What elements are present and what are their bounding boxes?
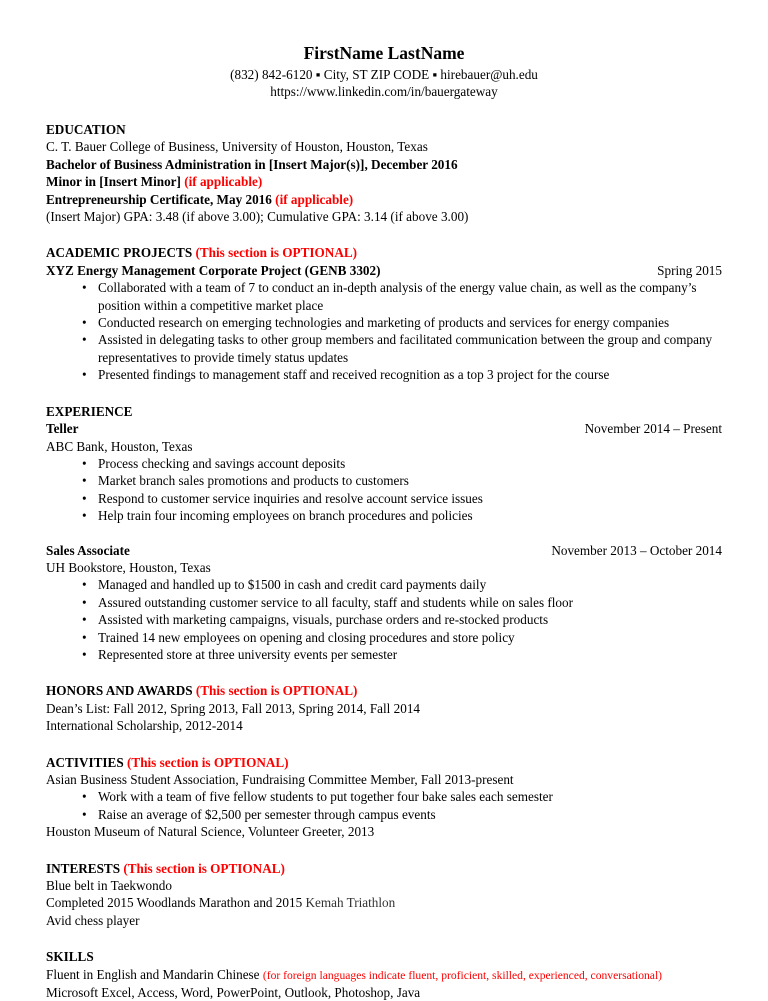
linkedin-url: https://www.linkedin.com/in/bauergateway [270, 84, 498, 99]
skills-section [46, 948, 722, 1001]
honors-section [46, 682, 722, 734]
interests-title: INTERESTS [46, 860, 121, 876]
list-item: • Managed and handled up to $1500 in cash and credit card payments daily [98, 576, 722, 593]
list-item: • Assisted with marketing campaigns, visuals, purchase orders and re-stocked products [98, 611, 722, 628]
list-item: • Market branch sales promotions and products to customers [98, 472, 722, 489]
activities-heading [46, 754, 722, 771]
candidate-name: FirstName LastName [303, 43, 465, 63]
job-row-sales-associate [46, 542, 722, 559]
education-title: EDUCATION [46, 122, 126, 137]
interests-section [46, 860, 722, 930]
job-employer: ABC Bank, Houston, Texas [46, 438, 193, 454]
job-employer: UH Bookstore, Houston, Texas [46, 559, 211, 575]
activity-org: Houston Museum of Natural Science, Volunteer Greeter, 2013 [46, 824, 375, 840]
activities-section [46, 754, 722, 841]
projects-heading [46, 244, 722, 261]
job-title: Sales Associate [46, 542, 130, 558]
honors-line: International Scholarship, 2012-2014 [46, 718, 243, 734]
job-dates: November 2013 – October 2014 [551, 542, 722, 558]
job-dates: November 2014 – Present [584, 421, 722, 437]
list-item: • Respond to customer service inquiries and resolve account service issues [98, 490, 722, 507]
job-bullets [46, 455, 722, 525]
list-item: • Represented store at three university events per semester [98, 646, 722, 663]
list-item: • Help train four incoming employees on branch procedures and policies [98, 507, 722, 524]
interests-heading [46, 860, 722, 877]
education-section [46, 121, 722, 225]
list-item: • Assisted in delegating tasks to other group members and facilitated communication between the group and company representatives to provide timely status updates [98, 331, 722, 366]
skills-languages-note: (for foreign languages indicate fluent, proficient, skilled, experienced, conversational) [262, 968, 663, 982]
education-minor: Minor in [Insert Minor] [46, 174, 181, 190]
education-minor-note: (if applicable) [184, 174, 263, 190]
honors-line: Dean’s List: Fall 2012, Spring 2013, Fall 2013, Spring 2014, Fall 2014 [46, 700, 421, 716]
list-item: • Presented findings to management staff and received recognition as a top 3 project for the course [98, 366, 722, 383]
education-minor-line [46, 173, 722, 190]
projects-optional-note: (This section is OPTIONAL) [195, 245, 358, 261]
list-item: • Raise an average of $2,500 per semester through campus events [98, 806, 722, 823]
skills-software: Microsoft Excel, Access, Word, PowerPoint, Outlook, Photoshop, Java [46, 985, 421, 1001]
activities-title: ACTIVITIES [46, 754, 124, 770]
job-row-teller [46, 420, 722, 437]
list-item: • Trained 14 new employees on opening and closing procedures and store policy [98, 629, 722, 646]
activities-optional-note: (This section is OPTIONAL) [127, 754, 289, 770]
job-bullets [46, 576, 722, 663]
projects-section [46, 244, 722, 383]
skills-languages-line [46, 966, 722, 984]
spacer [46, 525, 722, 542]
activity-bullets [46, 788, 722, 823]
list-item: • Work with a team of five fellow students to put together four bake sales each semester [98, 788, 722, 805]
projects-title: ACADEMIC PROJECTS [46, 245, 193, 261]
honors-title: HONORS AND AWARDS [46, 683, 193, 699]
education-gpa: (Insert Major) GPA: 3.48 (if above 3.00); Cumulative GPA: 3.14 (if above 3.00) [46, 209, 469, 225]
interest-text-gray: Kemah Triathlon [305, 895, 396, 911]
job-title: Teller [46, 421, 79, 437]
contact-line: (832) 842-6120 ▪ City, ST ZIP CODE ▪ hirebauer@uh.edu [230, 67, 538, 82]
interest-line: Blue belt in Taekwondo [46, 878, 172, 894]
interest-text: Completed 2015 Woodlands Marathon and 2015 [46, 895, 303, 911]
list-item: • Collaborated with a team of 7 to conduct an in-depth analysis of the energy value chain, as well as the company’s position within a competitive market place [98, 279, 722, 314]
education-certificate-note: (if applicable) [275, 191, 354, 207]
education-certificate-line [46, 191, 722, 208]
honors-heading [46, 682, 722, 699]
project-name: XYZ Energy Management Corporate Project (GENB 3302) [46, 262, 381, 278]
education-degree: Bachelor of Business Administration in [Insert Major(s)], December 2016 [46, 156, 458, 172]
skills-title: SKILLS [46, 949, 94, 965]
project-row [46, 262, 722, 279]
education-certificate: Entrepreneurship Certificate, May 2016 [46, 191, 272, 207]
honors-optional-note: (This section is OPTIONAL) [195, 683, 358, 699]
interest-line: Avid chess player [46, 912, 140, 928]
list-item: • Assured outstanding customer service to all faculty, staff and students while on sales floor [98, 594, 722, 611]
project-date: Spring 2015 [657, 262, 722, 278]
experience-title: EXPERIENCE [46, 403, 133, 419]
list-item: • Process checking and savings account deposits [98, 455, 722, 472]
interest-line [46, 894, 722, 911]
project-bullets [46, 279, 722, 383]
interests-optional-note: (This section is OPTIONAL) [123, 860, 285, 876]
education-school: C. T. Bauer College of Business, University of Houston, Houston, Texas [46, 139, 428, 155]
list-item: • Conducted research on emerging technologies and marketing of products and services for energy companies [98, 314, 722, 331]
skills-languages: Fluent in English and Mandarin Chinese [46, 966, 260, 982]
experience-section [46, 403, 722, 664]
activity-org: Asian Business Student Association, Fundraising Committee Member, Fall 2013-present [46, 772, 514, 787]
